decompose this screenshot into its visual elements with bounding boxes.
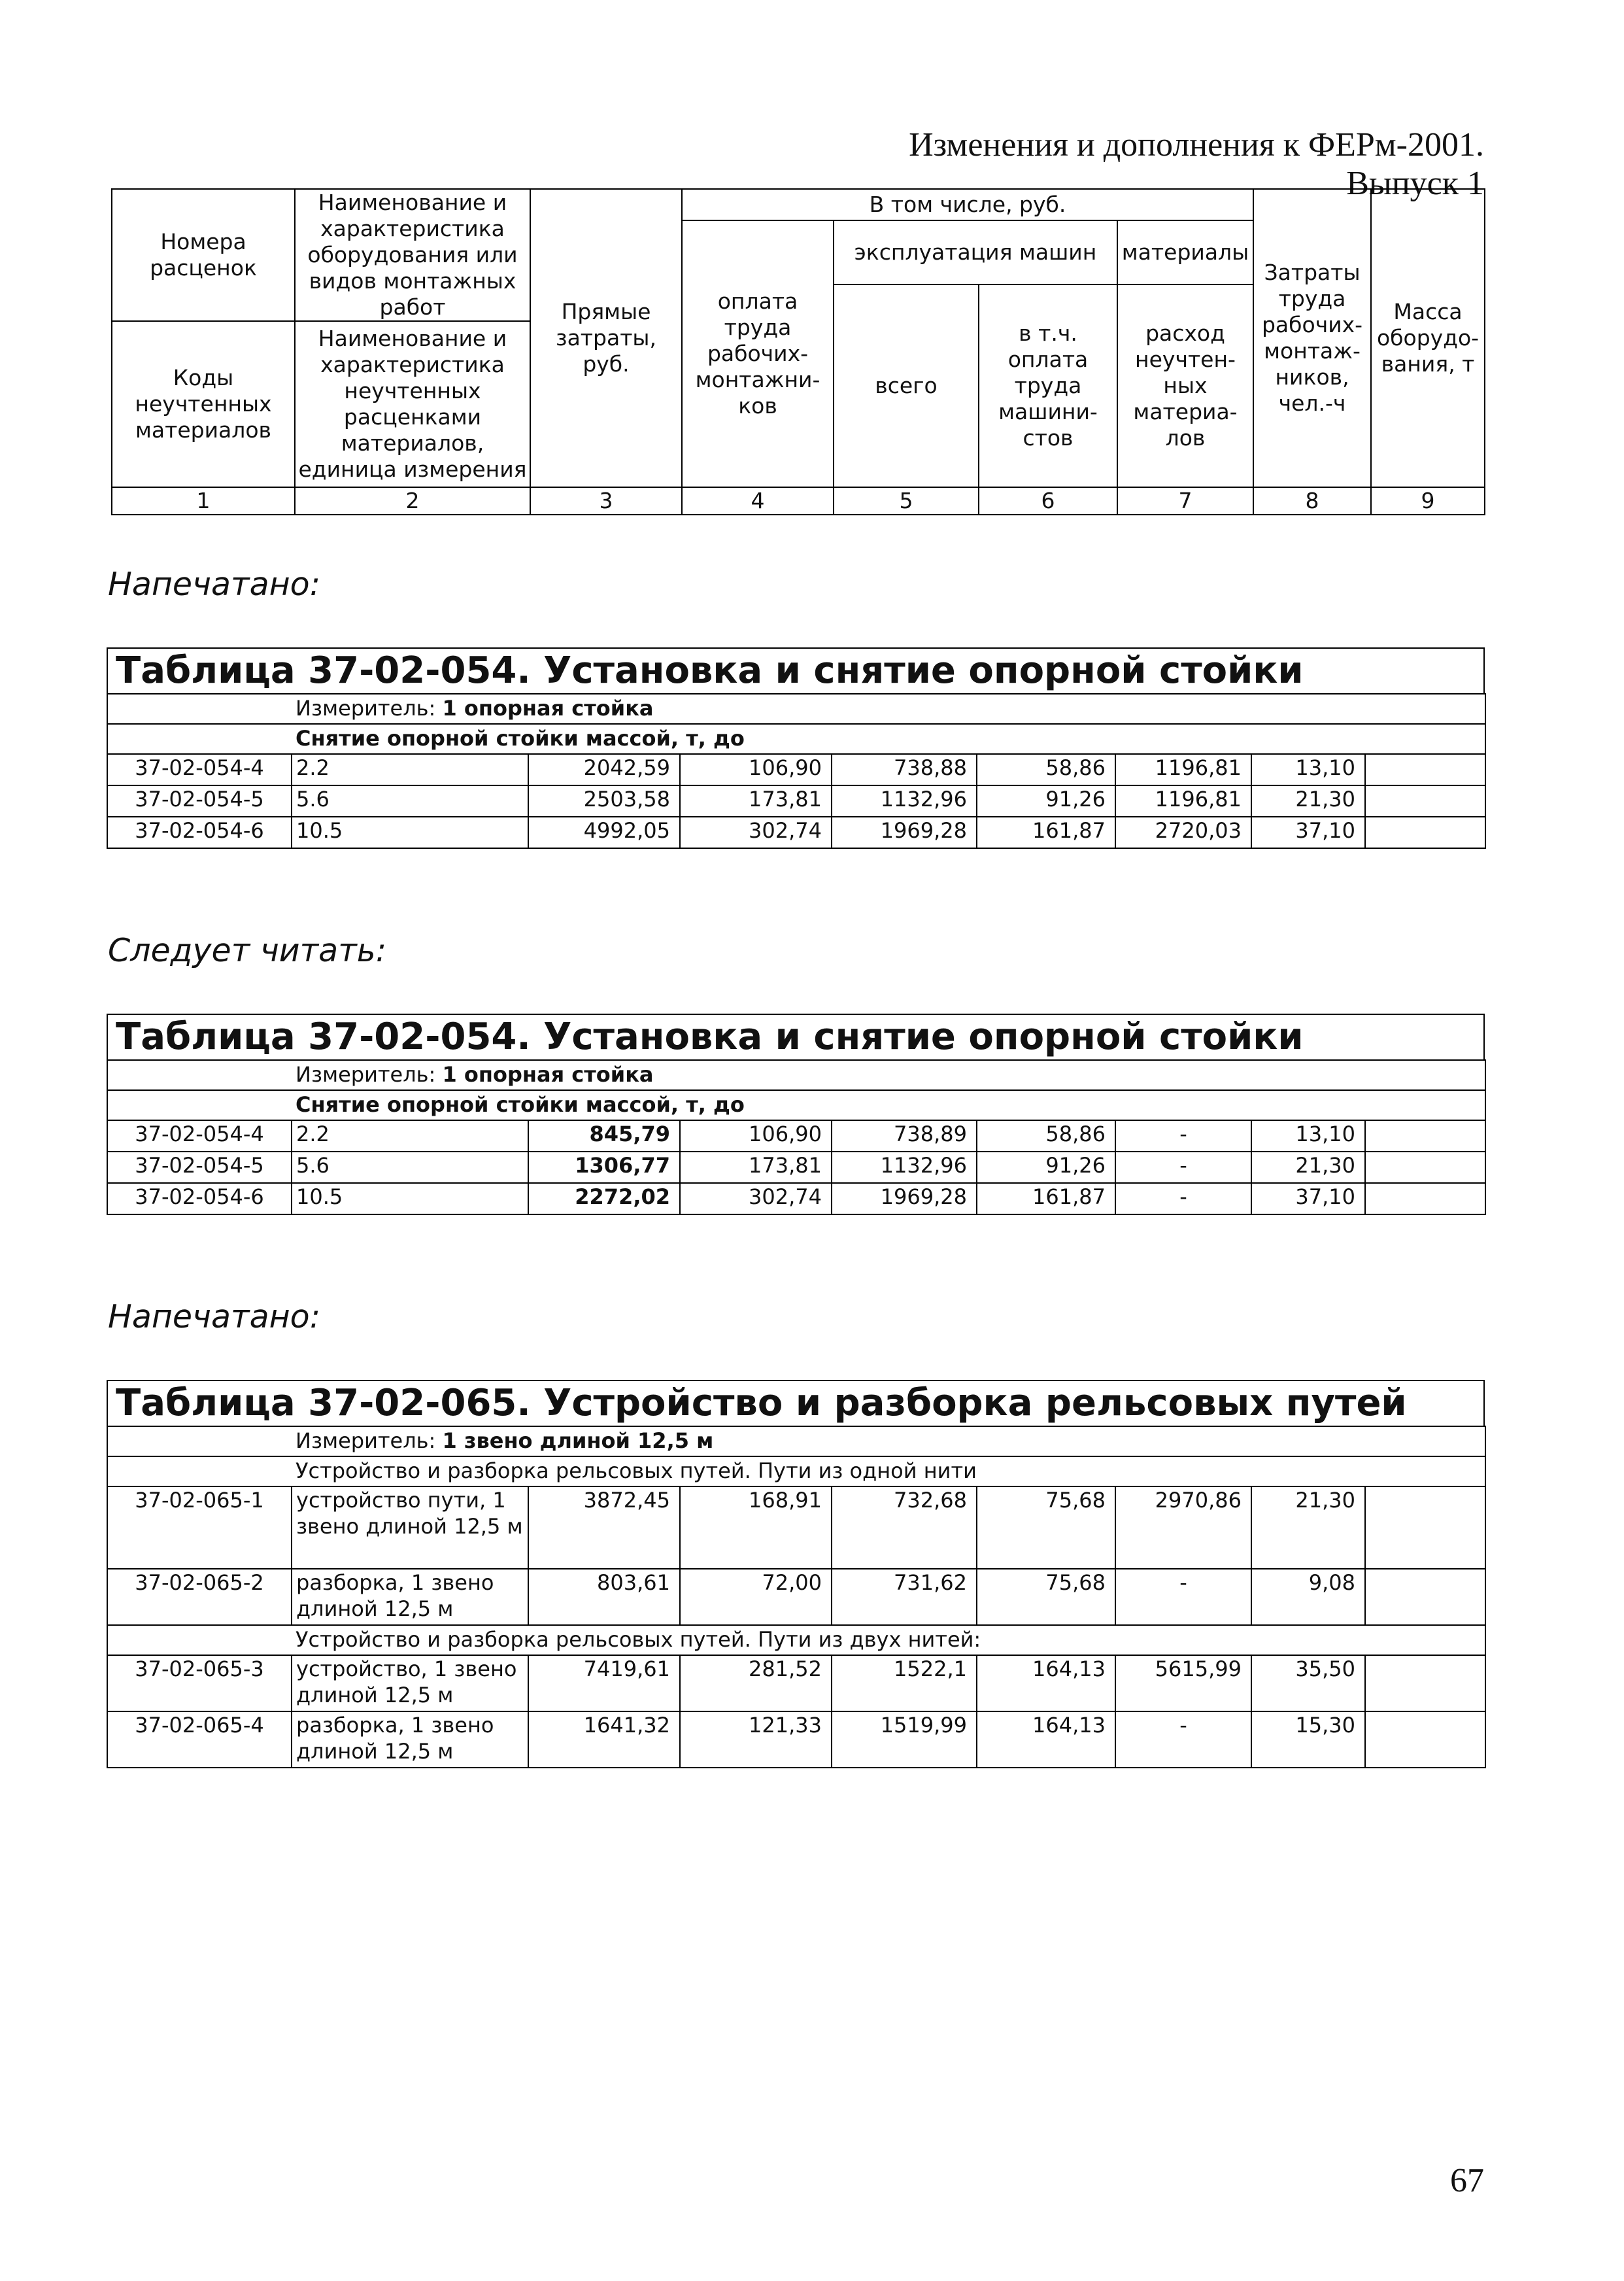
measure-row: Измеритель: 1 опорная стойка [292, 694, 1485, 724]
table-row: 37-02-054-5 5.6 1306,77 173,81 1132,96 91,26 - 21,30 [107, 1152, 1485, 1183]
section-label-should-read: Следует читать: [108, 932, 387, 969]
table-37-02-054-corrected [107, 1014, 1485, 1215]
table-row: 37-02-054-6 10.5 2272,02 302,74 1969,28 161,87 - 37,10 [107, 1183, 1485, 1214]
col-header-group: В том числе, руб. [682, 189, 1253, 220]
col-header-material-codes: Коды неучтенных материалов [112, 321, 295, 487]
table-row: 37-02-065-4 разборка, 1 звено длиной 12,5 м 1641,32 121,33 1519,99 164,13 - 15,30 [107, 1711, 1485, 1768]
col-number: 1 [112, 487, 295, 515]
table-row: 37-02-054-6 10.5 4992,05 302,74 1969,28 161,87 2720,03 37,10 [107, 817, 1485, 848]
col-header-material-name: Наименование и характеристика неучтенных расценками материалов, единица измерения [295, 321, 530, 487]
col-header-machinist-labor: в т.ч. оплата труда машини-стов [979, 284, 1117, 487]
col-number: 2 [295, 487, 530, 515]
table-row: 37-02-065-1 устройство пути, 1 звено длиной 12,5 м 3872,45 168,91 732,68 75,68 2970,86 21,30 [107, 1486, 1485, 1569]
subheader-row: Снятие опорной стойки массой, т, до [292, 1090, 1485, 1120]
col-number: 7 [1117, 487, 1253, 515]
subheader-row: Устройство и разборка рельсовых путей. Пути из одной нити [292, 1456, 1485, 1486]
table-title: Таблица 37-02-065. Устройство и разборка рельсовых путей [107, 1380, 1485, 1426]
measure-row: Измеритель: 1 опорная стойка [292, 1060, 1485, 1090]
subheader-row: Устройство и разборка рельсовых путей. Пути из двух нитей: [292, 1625, 1485, 1655]
col-number: 4 [682, 487, 834, 515]
table-row: 37-02-054-5 5.6 2503,58 173,81 1132,96 91,26 1196,81 21,30 [107, 785, 1485, 817]
col-header-codes: Номера расценок [112, 189, 295, 321]
col-header-direct-cost: Прямые затраты, руб. [530, 189, 682, 487]
col-header-materials: материалы [1117, 220, 1253, 284]
table-title: Таблица 37-02-054. Установка и снятие опорной стойки [107, 1014, 1485, 1059]
column-header-table [111, 188, 1485, 515]
col-header-mass: Масса оборудо-вания, т [1371, 189, 1485, 487]
page-number: 67 [1450, 2162, 1484, 2199]
col-number: 5 [834, 487, 979, 515]
col-header-labor-hours: Затраты труда рабочих-монтаж-ников, чел.-ч [1253, 189, 1371, 487]
subheader-row: Снятие опорной стойки массой, т, до [292, 724, 1485, 754]
table-row: 37-02-054-4 2.2 2042,59 106,90 738,88 58,86 1196,81 13,10 [107, 754, 1485, 785]
col-number: 9 [1371, 487, 1485, 515]
section-label-printed: Напечатано: [108, 566, 321, 603]
table-37-02-065-printed [107, 1380, 1485, 1768]
table-row: 37-02-054-4 2.2 845,79 106,90 738,89 58,86 - 13,10 [107, 1120, 1485, 1152]
col-header-name: Наименование и характеристика оборудования или видов монтажных работ [295, 189, 530, 321]
col-header-machines-total: всего [834, 284, 979, 487]
table-37-02-054-printed [107, 647, 1485, 849]
col-header-machines: эксплуатация машин [834, 220, 1117, 284]
table-row: 37-02-065-3 устройство, 1 звено длиной 12,5 м 7419,61 281,52 1522,1 164,13 5615,99 35,50 [107, 1655, 1485, 1711]
table-row: 37-02-065-2 разборка, 1 звено длиной 12,5 м 803,61 72,00 731,62 75,68 - 9,08 [107, 1569, 1485, 1625]
section-label-printed: Напечатано: [108, 1298, 321, 1335]
col-number: 8 [1253, 487, 1371, 515]
col-header-material-use: расход неучтен-ных материа-лов [1117, 284, 1253, 487]
col-number: 6 [979, 487, 1117, 515]
measure-row: Измеритель: 1 звено длиной 12,5 м [292, 1426, 1485, 1456]
table-title: Таблица 37-02-054. Установка и снятие опорной стойки [107, 647, 1485, 693]
col-number: 3 [530, 487, 682, 515]
page-header: Изменения и дополнения к ФЕРм-2001. Выпуск 1 [909, 126, 1484, 202]
col-header-labor: оплата труда рабочих-монтажни-ков [682, 220, 834, 487]
